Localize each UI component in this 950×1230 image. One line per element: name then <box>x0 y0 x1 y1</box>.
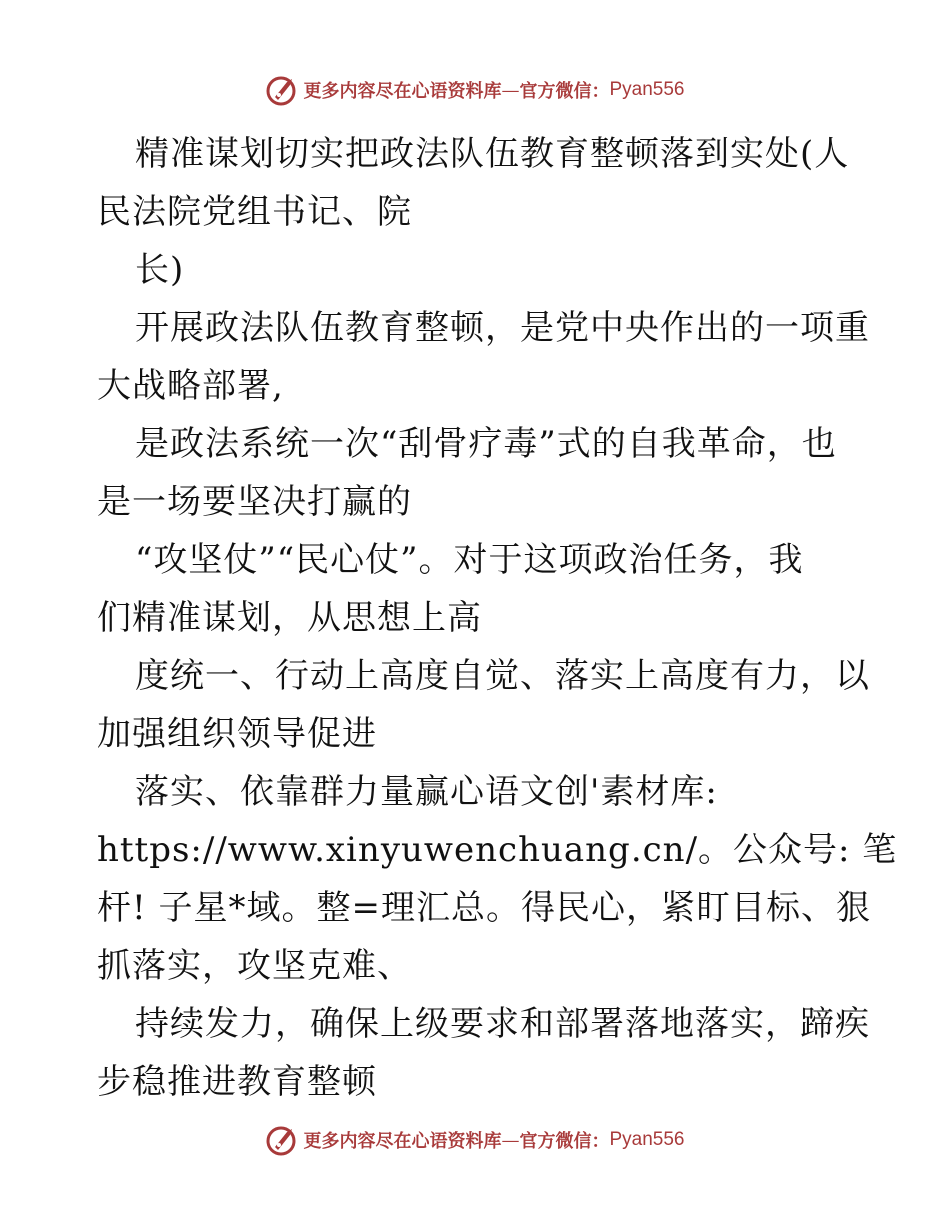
header-banner-text: 更多内容尽在心语资料库 <box>303 81 502 102</box>
document-body <box>97 125 898 1111</box>
header-banner-wechat-label: 官方微信： <box>519 81 610 102</box>
body-line: 精准谋划切实把政法队伍教育整顿落到实处(人 <box>135 134 850 174</box>
footer-banner-wechat-label: 官方微信： <box>519 1131 610 1152</box>
body-line: 持续发力，确保上级要求和部署落地落实，蹄疾 <box>135 1004 870 1044</box>
body-line: 加强组织领导促进 <box>97 714 377 754</box>
body-line: 步稳推进教育整顿 <box>97 1062 377 1102</box>
body-line: 大战略部署, <box>97 366 284 406</box>
body-line: “攻坚仗”“民心仗”。对于这项政治任务，我 <box>135 540 804 580</box>
header-banner <box>0 70 950 110</box>
body-line: 是政法系统一次“刮骨疗毒”式的自我革命，也 <box>135 424 837 464</box>
pen-nib-circle-icon <box>265 73 299 107</box>
footer-banner-wechat-id: Pyan556 <box>609 1129 685 1150</box>
footer-banner-separator: — <box>501 1129 520 1151</box>
footer-banner-text: 更多内容尽在心语资料库 <box>303 1131 502 1152</box>
body-line: 抓落实，攻坚克难、 <box>97 946 412 986</box>
body-line: 杆! 子星*域。整=理汇总。得民心，紧盯目标、狠 <box>97 888 871 928</box>
body-line: 落实、依靠群力量赢心语文创'素材库: <box>135 772 718 812</box>
header-banner-wechat-id: Pyan556 <box>609 79 685 100</box>
pen-nib-circle-icon <box>265 1123 299 1157</box>
body-line: 开展政法队伍教育整顿，是党中央作出的一项重 <box>135 308 870 348</box>
header-banner-separator: — <box>501 79 520 101</box>
body-line: 长) <box>135 250 185 290</box>
body-line: 度统一、行动上高度自觉、落实上高度有力，以 <box>135 656 870 696</box>
body-line: 是一场要坚决打赢的 <box>97 482 412 522</box>
body-line: https://www.xinyuwenchuang.cn/。公众号: 笔 <box>97 830 898 870</box>
footer-banner <box>0 1120 950 1160</box>
body-line: 民法院党组书记、院 <box>97 192 412 232</box>
body-line: 们精准谋划，从思想上高 <box>97 598 482 638</box>
